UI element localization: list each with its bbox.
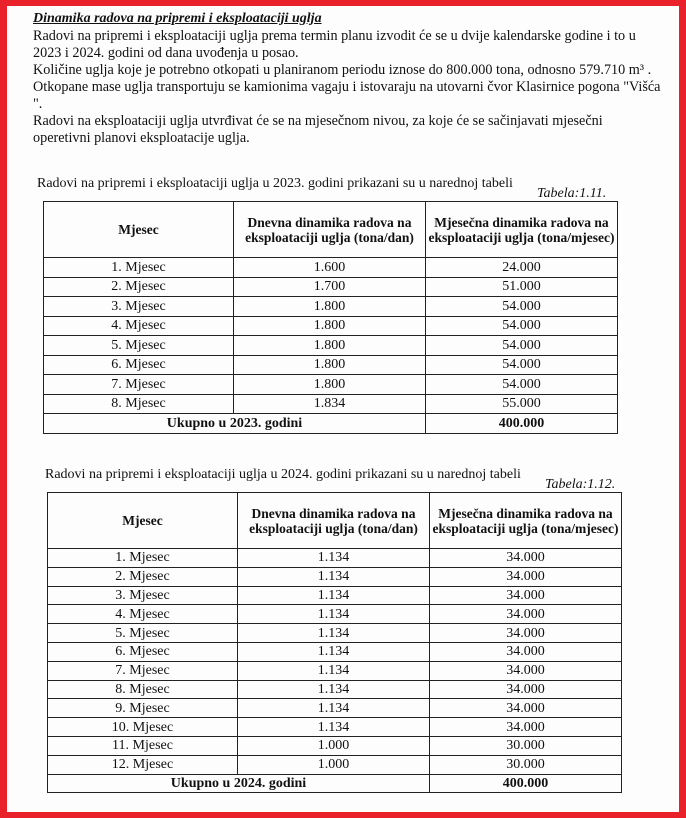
- daily-cell: 1.134: [238, 549, 430, 568]
- col-header-daily: Dnevna dinamika radova na eksploataciji uglja (tona/dan): [234, 202, 426, 258]
- table-row: [48, 549, 622, 568]
- month-cell: 10. Mjesec: [48, 718, 238, 737]
- month-cell: 9. Mjesec: [48, 699, 238, 718]
- table-row: [48, 605, 622, 624]
- table-row: [48, 699, 622, 718]
- table-row: [48, 736, 622, 755]
- col-header-month: Mjesec: [44, 202, 234, 258]
- total-value: 400.000: [430, 774, 622, 793]
- monthly-cell: 51.000: [426, 277, 618, 297]
- table-row: [48, 680, 622, 699]
- total-label: Ukupno u 2023. godini: [44, 414, 426, 434]
- month-cell: 1. Mjesec: [44, 258, 234, 278]
- col-header-daily: Dnevna dinamika radova na eksploataciji uglja (tona/dan): [238, 493, 430, 549]
- monthly-cell: 54.000: [426, 375, 618, 395]
- col-header-monthly: Mjesečna dinamika radova na eksploataciji uglja (tona/mjesec): [430, 493, 622, 549]
- table-row: [44, 394, 618, 414]
- month-cell: 12. Mjesec: [48, 755, 238, 774]
- daily-cell: 1.134: [238, 661, 430, 680]
- monthly-cell: 34.000: [430, 605, 622, 624]
- daily-cell: 1.800: [234, 375, 426, 395]
- table-row: [44, 277, 618, 297]
- table-row: [44, 316, 618, 336]
- monthly-cell: 30.000: [430, 755, 622, 774]
- daily-cell: 1.000: [238, 736, 430, 755]
- daily-cell: 1.134: [238, 586, 430, 605]
- daily-cell: 1.800: [234, 316, 426, 336]
- table-2023-body: [44, 258, 618, 434]
- monthly-cell: 24.000: [426, 258, 618, 278]
- table-row: [48, 755, 622, 774]
- table-row: [44, 375, 618, 395]
- month-cell: 11. Mjesec: [48, 736, 238, 755]
- monthly-cell: 54.000: [426, 355, 618, 375]
- total-label: Ukupno u 2024. godini: [48, 774, 430, 793]
- daily-cell: 1.134: [238, 642, 430, 661]
- table-2023-caption: Radovi na pripremi i eksploataciji uglja u 2023. godini prikazani su u narednoj tabeli: [37, 176, 513, 191]
- month-cell: 8. Mjesec: [44, 394, 234, 414]
- daily-cell: 1.134: [238, 680, 430, 699]
- monthly-cell: 34.000: [430, 549, 622, 568]
- month-cell: 6. Mjesec: [48, 642, 238, 661]
- paragraph-3: Radovi na eksploataciji uglja utvrđivat će se na mjesečnom nivou, za koje će se sačinjavati mjesečni operetivni planovi eksploatacije uglja.: [33, 113, 603, 146]
- month-cell: 2. Mjesec: [44, 277, 234, 297]
- table-row: [44, 336, 618, 356]
- table-row: [44, 258, 618, 278]
- table-row: [44, 297, 618, 317]
- monthly-cell: 54.000: [426, 336, 618, 356]
- monthly-cell: 54.000: [426, 297, 618, 317]
- month-cell: 4. Mjesec: [44, 316, 234, 336]
- monthly-cell: 34.000: [430, 642, 622, 661]
- daily-cell: 1.834: [234, 394, 426, 414]
- daily-cell: 1.134: [238, 699, 430, 718]
- month-cell: 7. Mjesec: [48, 661, 238, 680]
- daily-cell: 1.800: [234, 297, 426, 317]
- month-cell: 3. Mjesec: [44, 297, 234, 317]
- month-cell: 7. Mjesec: [44, 375, 234, 395]
- month-cell: 6. Mjesec: [44, 355, 234, 375]
- table-2024-body: [48, 549, 622, 793]
- month-cell: 5. Mjesec: [44, 336, 234, 356]
- col-header-month: Mjesec: [48, 493, 238, 549]
- monthly-cell: 55.000: [426, 394, 618, 414]
- table-2024: [47, 492, 622, 793]
- daily-cell: 1.000: [238, 755, 430, 774]
- section-heading: Dinamika radova na pripremi i eksploataciji uglja: [33, 11, 322, 26]
- month-cell: 3. Mjesec: [48, 586, 238, 605]
- table-row: [48, 661, 622, 680]
- table-row: [48, 642, 622, 661]
- table-2023: [43, 201, 618, 434]
- month-cell: 5. Mjesec: [48, 624, 238, 643]
- monthly-cell: 34.000: [430, 586, 622, 605]
- month-cell: 8. Mjesec: [48, 680, 238, 699]
- monthly-cell: 34.000: [430, 699, 622, 718]
- table-row: [48, 567, 622, 586]
- paragraph-2: Količine uglja koje je potrebno otkopati u planiranom periodu iznose do 800.000 tona, odnosno 579.710 m³ . Otkopane mase uglja transportuju se kamionima vagaju i istovaraju na utovarni čvor Klasirnice pogona "Višća ".: [33, 62, 661, 112]
- daily-cell: 1.800: [234, 355, 426, 375]
- daily-cell: 1.700: [234, 277, 426, 297]
- table-2024-label: Tabela:1.12.: [545, 477, 616, 492]
- daily-cell: 1.600: [234, 258, 426, 278]
- daily-cell: 1.134: [238, 718, 430, 737]
- daily-cell: 1.134: [238, 624, 430, 643]
- monthly-cell: 34.000: [430, 718, 622, 737]
- total-row: [44, 414, 618, 434]
- monthly-cell: 34.000: [430, 624, 622, 643]
- table-2023-label: Tabela:1.11.: [537, 186, 607, 201]
- month-cell: 2. Mjesec: [48, 567, 238, 586]
- monthly-cell: 34.000: [430, 680, 622, 699]
- total-value: 400.000: [426, 414, 618, 434]
- table-2024-caption: Radovi na pripremi i eksploataciji uglja u 2024. godini prikazani su u narednoj tabeli: [45, 467, 521, 482]
- paragraph-1: Radovi na pripremi i eksploataciji uglja prema termin planu izvodit će se u dvije kalendarske godine i to u 2023 i 2024. godini od dana uvođenja u posao.: [33, 28, 636, 61]
- daily-cell: 1.800: [234, 336, 426, 356]
- daily-cell: 1.134: [238, 567, 430, 586]
- total-row: [48, 774, 622, 793]
- col-header-monthly: Mjesečna dinamika radova na eksploataciji uglja (tona/mjesec): [426, 202, 618, 258]
- table-row: [48, 586, 622, 605]
- table-row: [48, 624, 622, 643]
- intro-text: [33, 28, 663, 147]
- daily-cell: 1.134: [238, 605, 430, 624]
- month-cell: 1. Mjesec: [48, 549, 238, 568]
- monthly-cell: 30.000: [430, 736, 622, 755]
- document-page: [7, 6, 679, 812]
- table-row: [44, 355, 618, 375]
- monthly-cell: 54.000: [426, 316, 618, 336]
- monthly-cell: 34.000: [430, 567, 622, 586]
- table-row: [48, 718, 622, 737]
- monthly-cell: 34.000: [430, 661, 622, 680]
- month-cell: 4. Mjesec: [48, 605, 238, 624]
